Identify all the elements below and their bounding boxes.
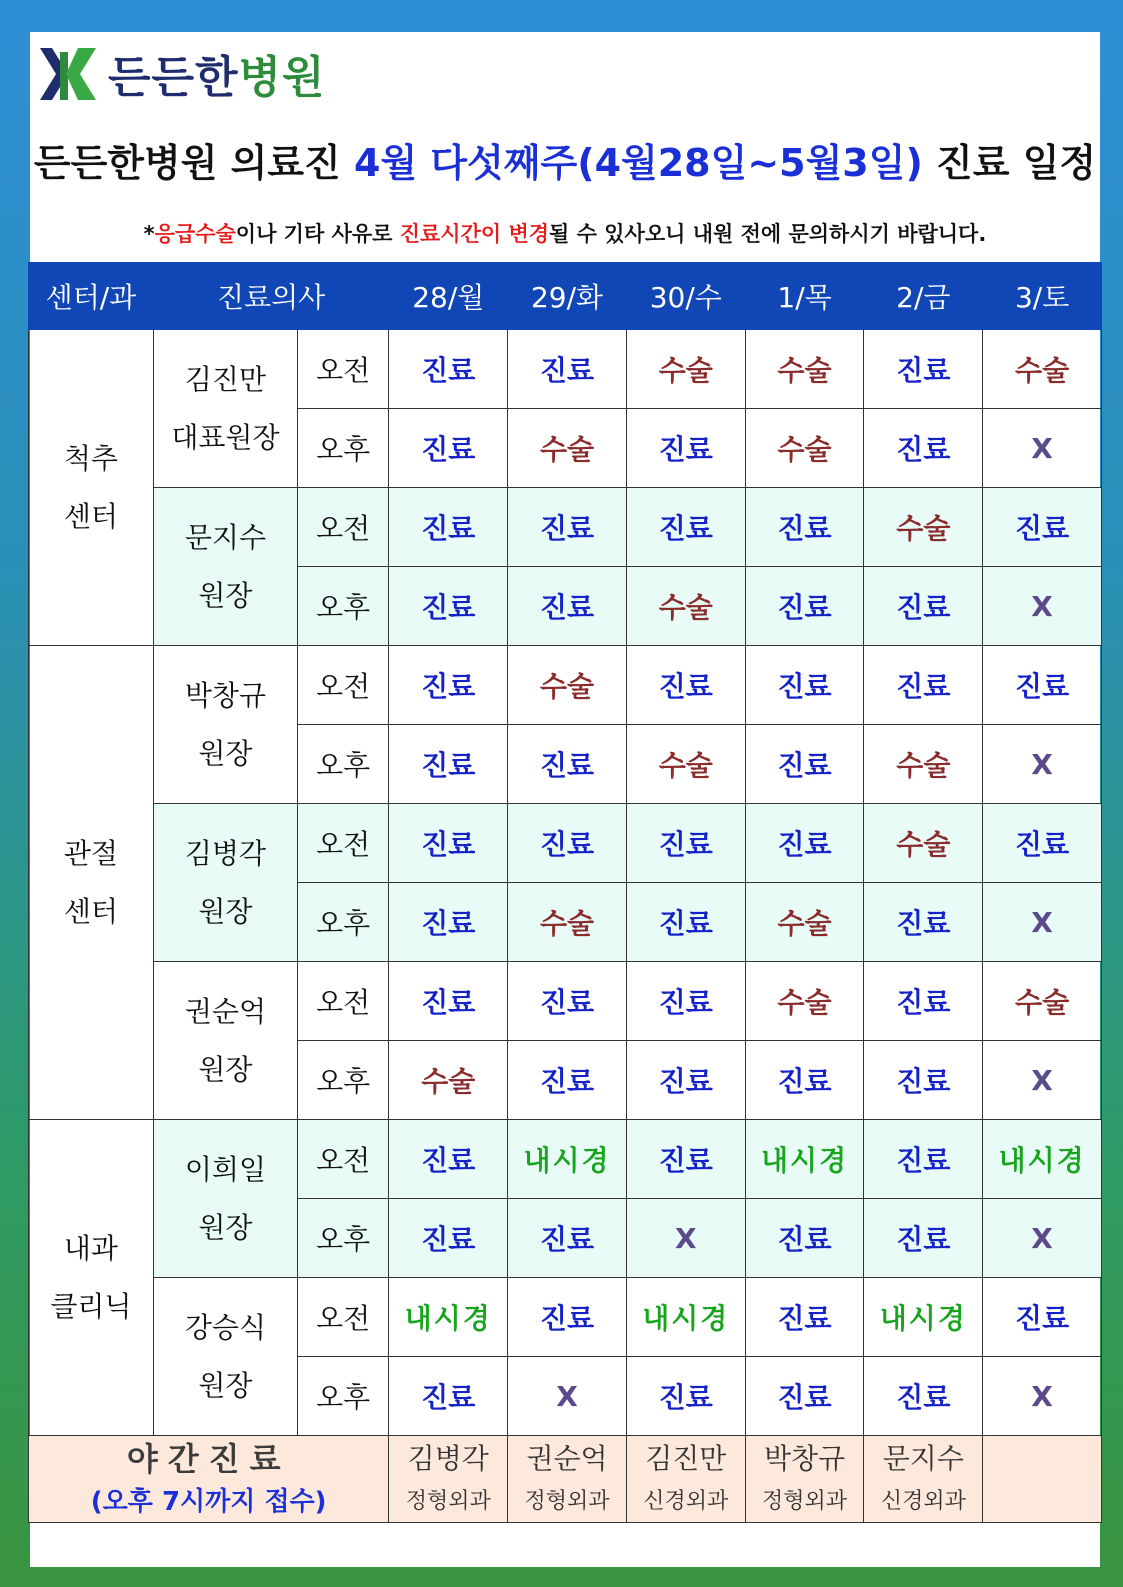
doctor-title: 원장	[198, 1052, 253, 1086]
doctor-cell	[153, 962, 297, 1120]
schedule-cell: X	[983, 409, 1102, 488]
notice-text: *응급수술이나 기타 사유로 진료시간이 변경될 수 있사오니 내원 전에 문의하시기 바랍니다.	[143, 222, 987, 246]
schedule-cell: 진료	[389, 646, 508, 725]
schedule-cell: 진료	[626, 1120, 745, 1199]
night-doctor-dept: 정형외과	[405, 1489, 491, 1514]
period-am: 오전	[298, 1120, 389, 1199]
department-name: 클리닉	[50, 1289, 132, 1323]
schedule-cell: 수술	[626, 330, 745, 409]
schedule-cell: 내시경	[508, 1120, 627, 1199]
schedule-cell: 진료	[745, 1278, 864, 1357]
schedule-cell: 진료	[983, 488, 1102, 567]
schedule-cell: 진료	[389, 725, 508, 804]
schedule-cell: X	[508, 1357, 627, 1436]
period-am: 오전	[298, 1278, 389, 1357]
period-pm: 오후	[298, 1199, 389, 1278]
table-header-row	[29, 263, 1102, 330]
schedule-cell: 진료	[864, 1041, 983, 1120]
schedule-cell: 진료	[745, 1199, 864, 1278]
schedule-cell: 진료	[626, 1357, 745, 1436]
night-doctor-name: 박창규	[763, 1442, 846, 1475]
night-doctor-name: 김진만	[645, 1442, 727, 1475]
doctor-title: 원장	[198, 1210, 253, 1244]
doctor-name: 이희일	[184, 1152, 266, 1186]
night-clinic-row	[29, 1436, 1102, 1523]
header-day: 28/월	[389, 263, 508, 330]
schedule-table	[28, 262, 1102, 1523]
night-clinic-label: 야간진료	[126, 1440, 291, 1478]
schedule-cell: 수술	[745, 962, 864, 1041]
schedule-cell: 진료	[508, 962, 627, 1041]
schedule-cell: 수술	[745, 409, 864, 488]
doctor-title: 원장	[198, 1368, 253, 1402]
schedule-cell: 진료	[745, 725, 864, 804]
schedule-cell: 진료	[626, 488, 745, 567]
department-cell	[29, 330, 154, 646]
department-name: 관절	[63, 836, 118, 870]
schedule-cell: 진료	[389, 1120, 508, 1199]
schedule-row	[29, 804, 1102, 883]
schedule-cell: 수술	[508, 409, 627, 488]
schedule-cell: 진료	[864, 962, 983, 1041]
doctor-title: 원장	[198, 894, 253, 928]
schedule-cell: 내시경	[745, 1120, 864, 1199]
period-am: 오전	[298, 488, 389, 567]
header-department: 센터/과	[29, 263, 154, 330]
schedule-cell: X	[983, 883, 1102, 962]
night-doctor-name: 문지수	[882, 1442, 964, 1475]
night-doctor-dept: 정형외과	[524, 1489, 610, 1514]
doctor-cell	[153, 804, 297, 962]
schedule-row	[29, 1278, 1102, 1357]
night-doctor-name: 김병각	[407, 1442, 489, 1475]
schedule-cell: 수술	[745, 883, 864, 962]
schedule-cell: 진료	[745, 1041, 864, 1120]
schedule-cell: 진료	[508, 1278, 627, 1357]
schedule-cell: 진료	[508, 1199, 627, 1278]
header-doctor: 진료의사	[153, 263, 389, 330]
schedule-row	[29, 646, 1102, 725]
schedule-cell: 수술	[864, 725, 983, 804]
schedule-cell: 진료	[864, 567, 983, 646]
doctor-title: 대표원장	[171, 420, 280, 454]
schedule-cell: 진료	[508, 804, 627, 883]
doctor-name: 권순억	[184, 994, 266, 1028]
doctor-cell	[153, 330, 297, 488]
schedule-cell: X	[983, 1357, 1102, 1436]
schedule-cell: 진료	[864, 883, 983, 962]
schedule-cell: 진료	[745, 1357, 864, 1436]
schedule-cell: 내시경	[389, 1278, 508, 1357]
doctor-title: 원장	[198, 736, 253, 770]
schedule-cell: 수술	[626, 725, 745, 804]
schedule-cell: 진료	[508, 567, 627, 646]
schedule-cell: 진료	[864, 1199, 983, 1278]
schedule-cell: 진료	[626, 883, 745, 962]
schedule-cell: 수술	[626, 567, 745, 646]
schedule-cell: 진료	[389, 330, 508, 409]
night-doctor-cell	[983, 1436, 1102, 1523]
schedule-cell: 수술	[864, 488, 983, 567]
schedule-cell: 진료	[626, 409, 745, 488]
schedule-cell: 수술	[508, 883, 627, 962]
schedule-cell: 진료	[626, 646, 745, 725]
department-cell	[29, 646, 154, 1120]
period-pm: 오후	[298, 567, 389, 646]
period-pm: 오후	[298, 883, 389, 962]
schedule-cell: 진료	[389, 488, 508, 567]
schedule-cell: 진료	[626, 962, 745, 1041]
hospital-logo	[38, 42, 326, 104]
period-pm: 오후	[298, 1041, 389, 1120]
night-doctor-cell	[745, 1436, 864, 1523]
schedule-cell: X	[626, 1199, 745, 1278]
doctor-cell	[153, 646, 297, 804]
header-day: 3/토	[983, 263, 1102, 330]
schedule-cell: X	[983, 1199, 1102, 1278]
schedule-cell: 진료	[389, 1199, 508, 1278]
period-am: 오전	[298, 330, 389, 409]
schedule-cell: 진료	[626, 1041, 745, 1120]
schedule-cell: 진료	[745, 646, 864, 725]
schedule-cell: 수술	[983, 962, 1102, 1041]
header-day: 2/금	[864, 263, 983, 330]
schedule-row	[29, 488, 1102, 567]
schedule-cell: 수술	[745, 330, 864, 409]
night-doctor-cell	[389, 1436, 508, 1523]
department-cell	[29, 1120, 154, 1436]
schedule-cell: 진료	[508, 488, 627, 567]
hospital-logo-icon	[38, 44, 98, 102]
schedule-cell: 진료	[389, 962, 508, 1041]
schedule-cell: 내시경	[983, 1120, 1102, 1199]
schedule-cell: X	[983, 1041, 1102, 1120]
night-doctor-cell	[508, 1436, 627, 1523]
period-pm: 오후	[298, 1357, 389, 1436]
schedule-cell: 진료	[745, 567, 864, 646]
schedule-cell: 수술	[508, 646, 627, 725]
night-doctor-name: 권순억	[526, 1442, 608, 1475]
department-name: 척추	[63, 441, 118, 475]
doctor-cell	[153, 488, 297, 646]
schedule-cell: 내시경	[626, 1278, 745, 1357]
schedule-cell: 진료	[864, 1357, 983, 1436]
period-am: 오전	[298, 646, 389, 725]
header-day: 30/수	[626, 263, 745, 330]
night-clinic-label-cell	[29, 1436, 389, 1523]
period-pm: 오후	[298, 725, 389, 804]
schedule-cell: 수술	[864, 804, 983, 883]
schedule-cell: 진료	[389, 409, 508, 488]
period-am: 오전	[298, 962, 389, 1041]
hospital-name: 든든한병원	[108, 52, 326, 103]
period-am: 오전	[298, 804, 389, 883]
schedule-cell: X	[983, 725, 1102, 804]
doctor-name: 문지수	[184, 520, 266, 554]
schedule-cell: 진료	[864, 409, 983, 488]
schedule-cell: 진료	[508, 1041, 627, 1120]
department-name: 내과	[63, 1231, 118, 1265]
schedule-cell: 진료	[389, 883, 508, 962]
schedule-row	[29, 330, 1102, 409]
header-day: 29/화	[508, 263, 627, 330]
schedule-cell: 진료	[389, 804, 508, 883]
schedule-cell: 수술	[389, 1041, 508, 1120]
schedule-cell: 진료	[508, 330, 627, 409]
schedule-cell: 진료	[864, 1120, 983, 1199]
doctor-cell	[153, 1278, 297, 1436]
night-doctor-dept: 신경외과	[880, 1489, 966, 1514]
period-pm: 오후	[298, 409, 389, 488]
schedule-row	[29, 962, 1102, 1041]
schedule-cell: X	[983, 567, 1102, 646]
night-doctor-cell	[626, 1436, 745, 1523]
doctor-name: 김병각	[184, 836, 266, 870]
schedule-cell: 진료	[864, 646, 983, 725]
header-day: 1/목	[745, 263, 864, 330]
schedule-cell: 진료	[983, 1278, 1102, 1357]
schedule-cell: 수술	[983, 330, 1102, 409]
schedule-cell: 내시경	[864, 1278, 983, 1357]
schedule-cell: 진료	[389, 567, 508, 646]
schedule-cell: 진료	[983, 804, 1102, 883]
night-doctor-cell	[864, 1436, 983, 1523]
schedule-cell: 진료	[745, 804, 864, 883]
night-doctor-dept: 정형외과	[762, 1489, 848, 1514]
schedule-cell: 진료	[508, 725, 627, 804]
schedule-cell: 진료	[983, 646, 1102, 725]
doctor-name: 박창규	[184, 678, 266, 712]
doctor-cell	[153, 1120, 297, 1278]
department-name: 센터	[63, 894, 118, 928]
night-clinic-note: (오후 7시까지 접수)	[90, 1487, 327, 1517]
doctor-title: 원장	[198, 578, 253, 612]
schedule-cell: 진료	[389, 1357, 508, 1436]
schedule-panel	[30, 32, 1100, 1567]
page-title: 든든한병원 의료진 4월 다섯째주(4월28일~5월3일) 진료 일정	[33, 141, 1097, 185]
department-name: 센터	[63, 499, 118, 533]
schedule-cell: 진료	[864, 330, 983, 409]
schedule-cell: 진료	[626, 804, 745, 883]
schedule-cell: 진료	[745, 488, 864, 567]
doctor-name: 강승식	[184, 1310, 266, 1344]
schedule-row	[29, 1120, 1102, 1199]
night-doctor-dept: 신경외과	[643, 1489, 729, 1514]
doctor-name: 김진만	[184, 362, 266, 396]
